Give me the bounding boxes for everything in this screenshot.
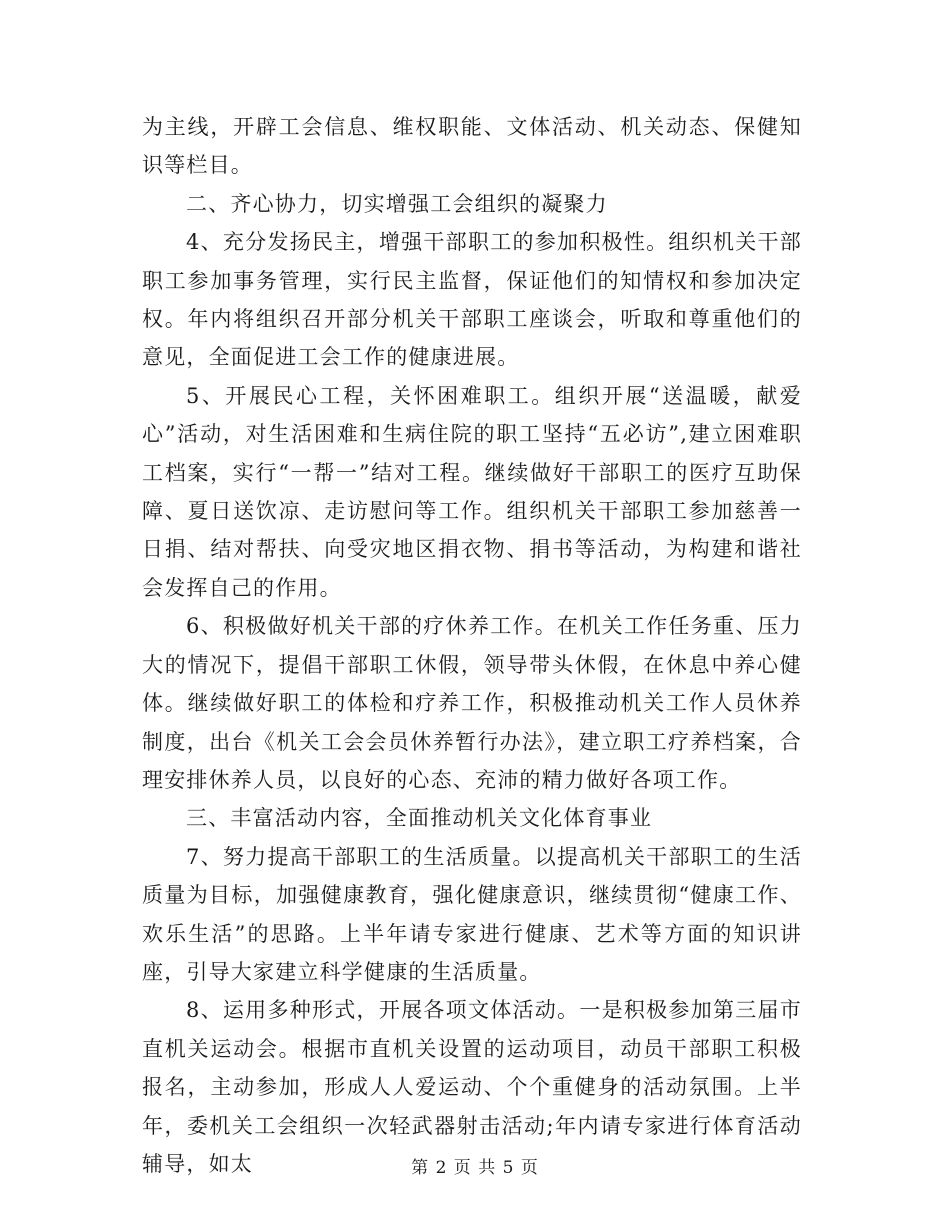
paragraph-item-4: 4、充分发扬民主，增强干部职工的参加积极性。组织机关干部职工参加事务管理，实行民主监督，保证他们的知情权和参加决定权。年内将组织召开部分机关干部职工座谈会，听取和尊重他们的意见，全面促进工会工作的健康进展。 [142, 230, 802, 370]
paragraph-item-5: 5、开展民心工程，关怀困难职工。组织开展“送温暖，献爱心”活动，对生活困难和生病住院的职工坚持“五必访”,建立困难职工档案，实行“一帮一”结对工程。继续做好干部职工的医疗互助保障、夏日送饮凉、走访慰问等工作。组织机关干部职工参加慈善一日捐、结对帮扶、向受灾地区捐衣物、捐书等活动，为构建和谐社会发挥自己的作用。 [142, 383, 802, 600]
section-heading-2: 二、齐心协力，切实增强工会组织的凝聚力 [186, 191, 608, 216]
paragraph-item-6: 6、积极做好机关干部的疗休养工作。在机关工作任务重、压力大的情况下，提倡干部职工休假，领导带头休假，在休息中养心健体。继续做好职工的体检和疗养工作，积极推动机关工作人员休养制度，出台《机关工会会员休养暂行办法》，建立职工疗养档案，合理安排休养人员，以良好的心态、充沛的精力做好各项工作。 [142, 614, 802, 792]
section-heading-3: 三、丰富活动内容，全面推动机关文化体育事业 [186, 806, 653, 831]
document-body [142, 108, 802, 1183]
paragraph-item-7: 7、努力提高干部职工的生活质量。以提高机关干部职工的生活质量为目标，加强健康教育，强化健康意识，继续贯彻“健康工作、欢乐生活”的思路。上半年请专家进行健康、艺术等方面的知识讲座，引导大家建立科学健康的生活质量。 [142, 844, 802, 984]
paragraph-item-8: 8、运用多种形式，开展各项文体活动。一是积极参加第三届市直机关运动会。根据市直机关设置的运动项目，动员干部职工积极报名，主动参加，形成人人爱运动、个个重健身的活动氛围。上半年，委机关工会组织一次轻武器射击活动;年内请专家进行体育活动辅导，如太 [142, 998, 802, 1176]
page-number-footer: 第 2 页 共 5 页 [411, 1158, 539, 1178]
paragraph-continuation: 为主线，开辟工会信息、维权职能、文体活动、机关动态、保健知识等栏目。 [142, 115, 802, 178]
